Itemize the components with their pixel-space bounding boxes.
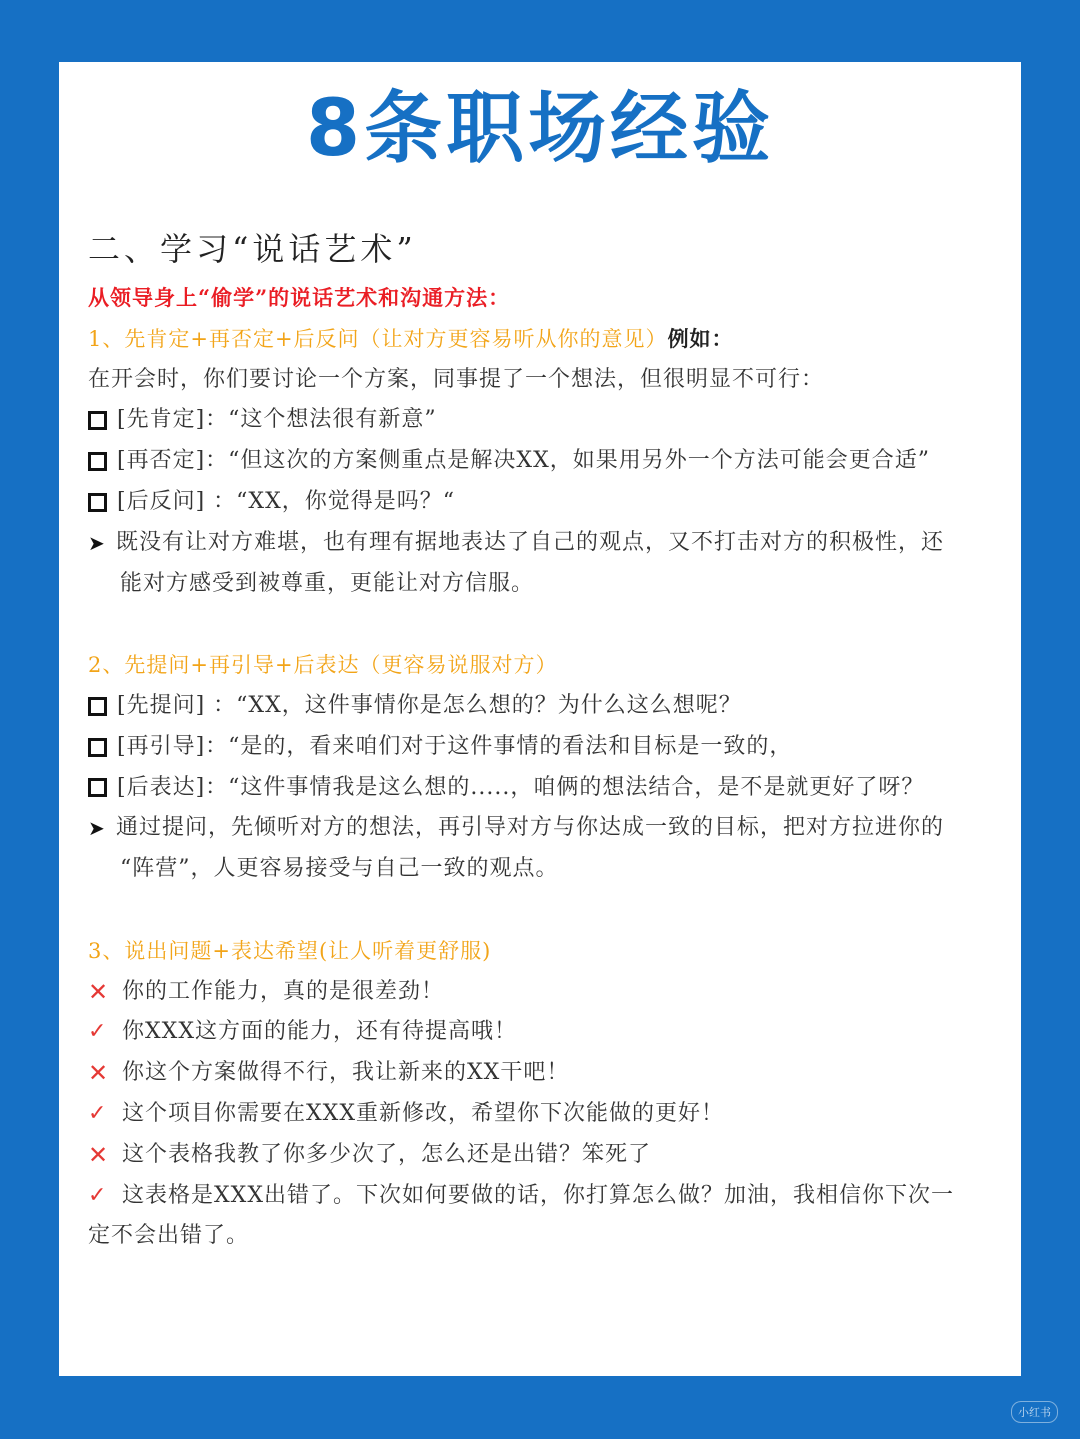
part1-context: 在开会时，你们要讨论一个方案，同事提了一个想法，但很明显不可行： xyxy=(88,366,825,392)
square-outline-icon xyxy=(88,452,107,471)
part2-heading: 2、先提问+再引导+后表达（更容易说服对方） xyxy=(88,653,558,678)
page-title: 8条职场经验 xyxy=(305,84,775,174)
square-outline-icon xyxy=(88,697,107,716)
part1-summary-cont: 能对方感受到被尊重，更能让对方信服。 xyxy=(120,570,535,596)
part1-item xyxy=(88,441,998,482)
part3-item-text: 这个项目你需要在XXX重新修改，希望你下次能做的更好！ xyxy=(122,1100,724,1126)
part1-heading-suffix: 例如： xyxy=(667,325,734,351)
part1-item xyxy=(88,400,998,441)
part2-summary-text: 通过提问，先倾听对方的想法，再引导对方与你达成一致的目标，把对方拉进你的 xyxy=(116,815,945,841)
part3-item xyxy=(88,1053,998,1094)
part2-summary-cont: “阵营”，人更容易接受与自己一致的观点。 xyxy=(120,856,559,882)
part1-summary-text: 既没有让对方难堪，也有理有据地表达了自己的观点，又不打击对方的积极性，还 xyxy=(116,529,945,555)
part1-heading xyxy=(88,319,998,360)
square-outline-icon xyxy=(88,738,107,757)
part3-item-text: 你的工作能力，真的是很差劲！ xyxy=(122,978,445,1004)
part3-item-text: 这个表格我教了你多少次了，怎么还是出错？笨死了 xyxy=(122,1141,652,1167)
part2-item-text: [后表达]：“这件事情我是这么想的.....，咱俩的想法结合，是不是就更好了呀？ xyxy=(117,774,925,800)
part1-heading-text: 1、先肯定+再否定+后反问（让对方更容易听从你的意见） xyxy=(88,326,668,351)
part2-item xyxy=(88,768,998,809)
part3-heading: 3、说出问题+表达希望(让人听着更舒服) xyxy=(88,938,492,963)
part3-item xyxy=(88,1012,998,1053)
article-body xyxy=(88,222,998,1257)
intro-line: 从领导身上“偷学”的说话艺术和沟通方法： xyxy=(88,285,511,310)
part2-item-text: [先提问] ：“XX，这件事情你是怎么想的？为什么这么想呢？ xyxy=(117,692,742,718)
square-outline-icon xyxy=(88,493,107,512)
square-outline-icon xyxy=(88,778,107,797)
check-icon: ✓ xyxy=(88,1019,108,1045)
part2-summary xyxy=(88,808,998,849)
part3-item xyxy=(88,1176,998,1217)
part3-item-text: 你这个方案做得不行，我让新来的XX干吧！ xyxy=(122,1060,570,1086)
part2-item xyxy=(88,727,998,768)
cross-icon: ✕ xyxy=(88,1059,110,1088)
part3-item xyxy=(88,1135,998,1176)
cross-icon: ✕ xyxy=(88,977,110,1006)
part1-item-text: [再否定]：“但这次的方案侧重点是解决XX，如果用另外一个方法可能会更合适” xyxy=(117,448,930,474)
content-card xyxy=(59,62,1021,1376)
spacer xyxy=(88,890,998,931)
part3-item-text: 这表格是XXX出错了。下次如何要做的话，你打算怎么做？加油，我相信你下次一 xyxy=(122,1182,954,1208)
part2-item xyxy=(88,686,998,727)
section-heading: 二、学习“说话艺术” xyxy=(88,230,417,268)
part3-last-line: 定不会出错了。 xyxy=(88,1223,250,1249)
spacer xyxy=(88,604,998,645)
check-icon: ✓ xyxy=(88,1182,108,1208)
square-outline-icon xyxy=(88,411,107,430)
part3-item xyxy=(88,1094,998,1135)
part1-item xyxy=(88,482,998,523)
arrowhead-icon: ➤ xyxy=(88,530,106,555)
arrowhead-icon: ➤ xyxy=(88,816,106,841)
part1-summary xyxy=(88,523,998,564)
part1-item-text: [后反问] ：“XX，你觉得是吗？“ xyxy=(117,488,455,514)
part3-item-text: 你XXX这方面的能力，还有待提高哦！ xyxy=(122,1019,517,1045)
cross-icon: ✕ xyxy=(88,1140,110,1169)
part1-item-text: [先肯定]：“这个想法很有新意” xyxy=(117,407,437,433)
watermark-logo: 小红书 xyxy=(1011,1401,1058,1423)
part2-item-text: [再引导]：“是的，看来咱们对于这件事情的看法和目标是一致的， xyxy=(117,733,793,759)
check-icon: ✓ xyxy=(88,1100,108,1126)
part3-item xyxy=(88,972,998,1013)
